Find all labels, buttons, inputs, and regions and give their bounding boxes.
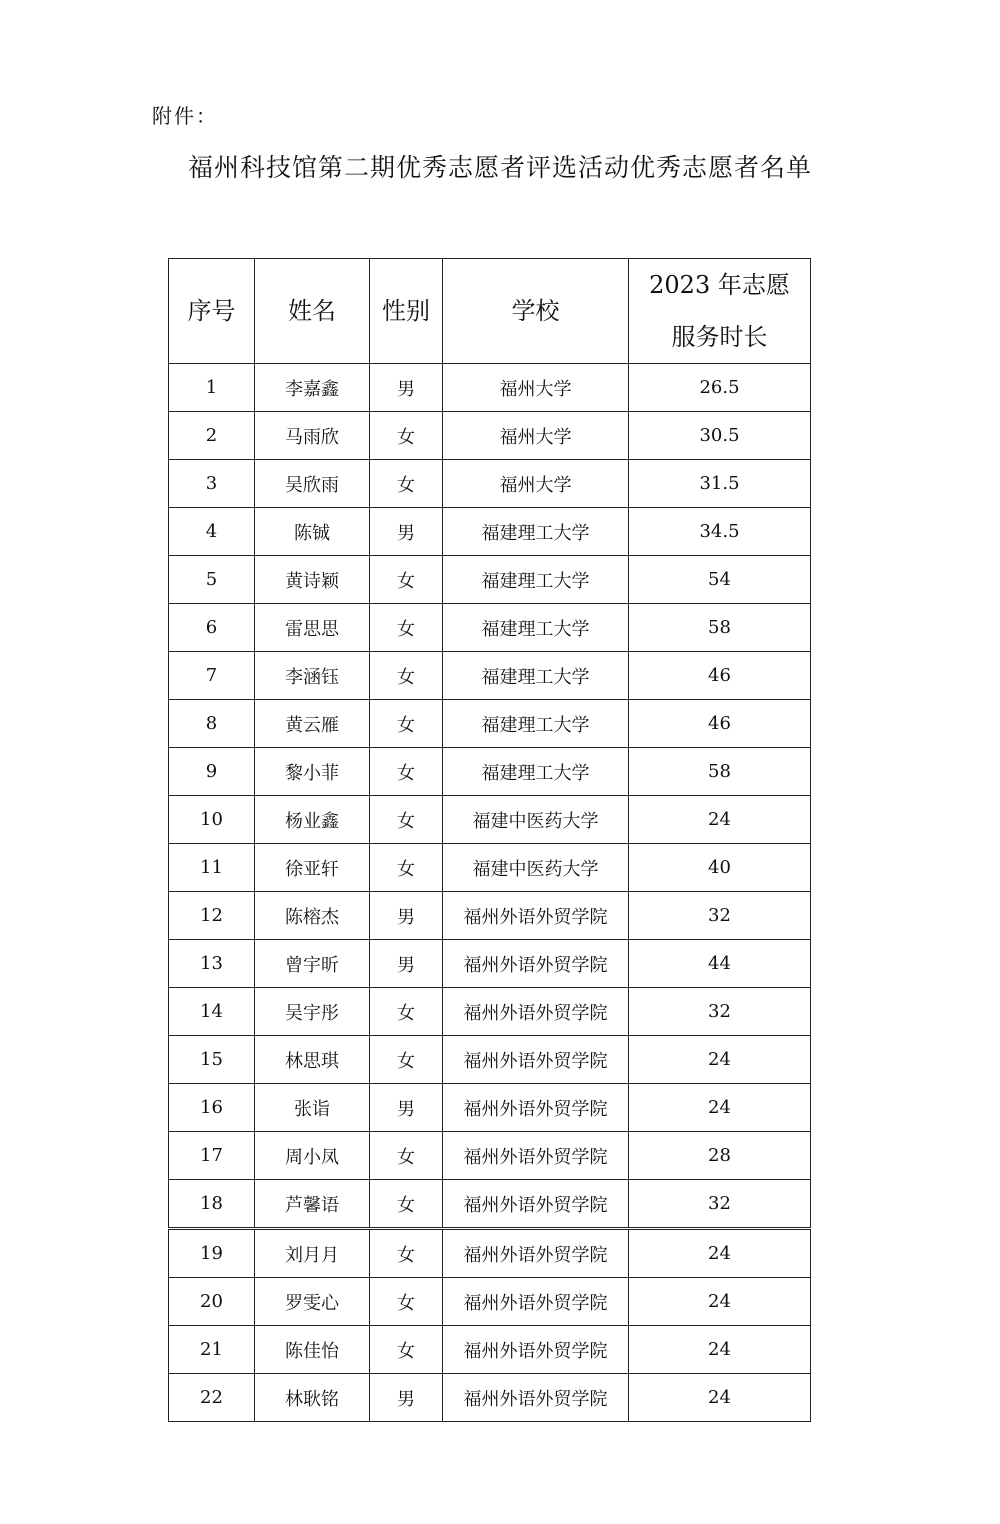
table-row bbox=[169, 364, 811, 412]
table-row bbox=[169, 700, 811, 748]
header-school: 学校 bbox=[443, 259, 629, 364]
cell-name: 陈榕杰 bbox=[255, 892, 370, 940]
cell-school: 福州外语外贸学院 bbox=[443, 1278, 629, 1326]
volunteer-table-continued bbox=[168, 1229, 811, 1422]
cell-name: 芦馨语 bbox=[255, 1180, 370, 1228]
cell-school: 福建理工大学 bbox=[443, 508, 629, 556]
cell-school: 福州外语外贸学院 bbox=[443, 988, 629, 1036]
cell-gender: 女 bbox=[370, 796, 443, 844]
cell-gender: 女 bbox=[370, 988, 443, 1036]
cell-gender: 女 bbox=[370, 748, 443, 796]
table-row bbox=[169, 892, 811, 940]
table-row bbox=[169, 748, 811, 796]
table-row bbox=[169, 1180, 811, 1228]
cell-hours: 34.5 bbox=[629, 508, 811, 556]
cell-school: 福州外语外贸学院 bbox=[443, 1326, 629, 1374]
cell-name: 吴欣雨 bbox=[255, 460, 370, 508]
cell-school: 福州外语外贸学院 bbox=[443, 1180, 629, 1228]
cell-name: 雷思思 bbox=[255, 604, 370, 652]
header-index: 序号 bbox=[169, 259, 255, 364]
cell-index: 2 bbox=[169, 412, 255, 460]
cell-school: 福建中医药大学 bbox=[443, 844, 629, 892]
cell-name: 黄诗颖 bbox=[255, 556, 370, 604]
cell-index: 10 bbox=[169, 796, 255, 844]
cell-gender: 男 bbox=[370, 892, 443, 940]
table-row bbox=[169, 844, 811, 892]
table-row bbox=[169, 604, 811, 652]
cell-hours: 24 bbox=[629, 1230, 811, 1278]
cell-gender: 女 bbox=[370, 1230, 443, 1278]
cell-index: 13 bbox=[169, 940, 255, 988]
cell-name: 曾宇昕 bbox=[255, 940, 370, 988]
cell-school: 福建中医药大学 bbox=[443, 796, 629, 844]
cell-index: 12 bbox=[169, 892, 255, 940]
cell-gender: 男 bbox=[370, 508, 443, 556]
cell-name: 杨业鑫 bbox=[255, 796, 370, 844]
cell-index: 6 bbox=[169, 604, 255, 652]
cell-name: 黎小菲 bbox=[255, 748, 370, 796]
table-header-row bbox=[169, 259, 811, 364]
cell-hours: 46 bbox=[629, 700, 811, 748]
cell-index: 11 bbox=[169, 844, 255, 892]
cell-index: 14 bbox=[169, 988, 255, 1036]
cell-hours: 32 bbox=[629, 1180, 811, 1228]
cell-school: 福州外语外贸学院 bbox=[443, 1084, 629, 1132]
cell-gender: 男 bbox=[370, 1374, 443, 1422]
cell-gender: 女 bbox=[370, 460, 443, 508]
cell-gender: 女 bbox=[370, 1326, 443, 1374]
table-row bbox=[169, 988, 811, 1036]
cell-gender: 女 bbox=[370, 700, 443, 748]
cell-gender: 女 bbox=[370, 1036, 443, 1084]
cell-school: 福建理工大学 bbox=[443, 652, 629, 700]
cell-school: 福建理工大学 bbox=[443, 700, 629, 748]
cell-gender: 女 bbox=[370, 1278, 443, 1326]
table-row bbox=[169, 1326, 811, 1374]
cell-gender: 女 bbox=[370, 556, 443, 604]
table-row bbox=[169, 796, 811, 844]
cell-school: 福州大学 bbox=[443, 460, 629, 508]
cell-index: 21 bbox=[169, 1326, 255, 1374]
cell-gender: 男 bbox=[370, 364, 443, 412]
cell-name: 马雨欣 bbox=[255, 412, 370, 460]
cell-name: 周小凤 bbox=[255, 1132, 370, 1180]
cell-gender: 女 bbox=[370, 604, 443, 652]
table-row bbox=[169, 412, 811, 460]
cell-name: 徐亚轩 bbox=[255, 844, 370, 892]
cell-gender: 女 bbox=[370, 1180, 443, 1228]
cell-index: 3 bbox=[169, 460, 255, 508]
cell-name: 吴宇彤 bbox=[255, 988, 370, 1036]
cell-school: 福州外语外贸学院 bbox=[443, 1036, 629, 1084]
header-gender: 性别 bbox=[370, 259, 443, 364]
cell-hours: 24 bbox=[629, 1326, 811, 1374]
volunteer-table bbox=[168, 258, 811, 1228]
cell-index: 4 bbox=[169, 508, 255, 556]
cell-hours: 54 bbox=[629, 556, 811, 604]
cell-hours: 24 bbox=[629, 796, 811, 844]
cell-school: 福州大学 bbox=[443, 364, 629, 412]
cell-index: 20 bbox=[169, 1278, 255, 1326]
cell-hours: 30.5 bbox=[629, 412, 811, 460]
cell-name: 林思琪 bbox=[255, 1036, 370, 1084]
cell-hours: 58 bbox=[629, 604, 811, 652]
cell-school: 福建理工大学 bbox=[443, 556, 629, 604]
cell-school: 福建理工大学 bbox=[443, 748, 629, 796]
cell-name: 陈铖 bbox=[255, 508, 370, 556]
table-row bbox=[169, 1374, 811, 1422]
cell-gender: 男 bbox=[370, 1084, 443, 1132]
cell-index: 7 bbox=[169, 652, 255, 700]
table-row bbox=[169, 556, 811, 604]
cell-hours: 28 bbox=[629, 1132, 811, 1180]
cell-hours: 46 bbox=[629, 652, 811, 700]
cell-hours: 32 bbox=[629, 892, 811, 940]
cell-school: 福州外语外贸学院 bbox=[443, 1230, 629, 1278]
cell-name: 罗雯心 bbox=[255, 1278, 370, 1326]
cell-index: 17 bbox=[169, 1132, 255, 1180]
cell-school: 福州大学 bbox=[443, 412, 629, 460]
cell-school: 福州外语外贸学院 bbox=[443, 1374, 629, 1422]
cell-gender: 女 bbox=[370, 1132, 443, 1180]
document-title: 福州科技馆第二期优秀志愿者评选活动优秀志愿者名单 bbox=[187, 153, 812, 182]
cell-index: 8 bbox=[169, 700, 255, 748]
header-hours bbox=[629, 259, 811, 364]
cell-hours: 40 bbox=[629, 844, 811, 892]
table-row bbox=[169, 1278, 811, 1326]
cell-hours: 32 bbox=[629, 988, 811, 1036]
cell-school: 福州外语外贸学院 bbox=[443, 940, 629, 988]
table-row bbox=[169, 1132, 811, 1180]
cell-hours: 58 bbox=[629, 748, 811, 796]
cell-hours: 31.5 bbox=[629, 460, 811, 508]
cell-index: 19 bbox=[169, 1230, 255, 1278]
cell-name: 黄云雁 bbox=[255, 700, 370, 748]
cell-name: 陈佳怡 bbox=[255, 1326, 370, 1374]
cell-gender: 男 bbox=[370, 940, 443, 988]
table-row bbox=[169, 460, 811, 508]
cell-name: 李涵钰 bbox=[255, 652, 370, 700]
cell-index: 18 bbox=[169, 1180, 255, 1228]
header-hours-line2: 服务时长 bbox=[671, 323, 768, 351]
header-hours-line1: 2023 年志愿 bbox=[649, 271, 790, 299]
cell-school: 福州外语外贸学院 bbox=[443, 892, 629, 940]
cell-hours: 24 bbox=[629, 1036, 811, 1084]
cell-school: 福州外语外贸学院 bbox=[443, 1132, 629, 1180]
cell-hours: 24 bbox=[629, 1278, 811, 1326]
cell-hours: 26.5 bbox=[629, 364, 811, 412]
cell-index: 16 bbox=[169, 1084, 255, 1132]
cell-index: 5 bbox=[169, 556, 255, 604]
cell-name: 刘月月 bbox=[255, 1230, 370, 1278]
attachment-label: 附件： bbox=[152, 104, 218, 128]
table-row bbox=[169, 508, 811, 556]
cell-school: 福建理工大学 bbox=[443, 604, 629, 652]
cell-index: 1 bbox=[169, 364, 255, 412]
table-row bbox=[169, 1036, 811, 1084]
header-name: 姓名 bbox=[255, 259, 370, 364]
cell-name: 李嘉鑫 bbox=[255, 364, 370, 412]
cell-name: 张诣 bbox=[255, 1084, 370, 1132]
table-row bbox=[169, 652, 811, 700]
cell-hours: 44 bbox=[629, 940, 811, 988]
table-row bbox=[169, 940, 811, 988]
cell-name: 林耿铭 bbox=[255, 1374, 370, 1422]
cell-gender: 女 bbox=[370, 412, 443, 460]
cell-hours: 24 bbox=[629, 1084, 811, 1132]
table-row bbox=[169, 1084, 811, 1132]
cell-index: 22 bbox=[169, 1374, 255, 1422]
cell-index: 9 bbox=[169, 748, 255, 796]
table-row bbox=[169, 1230, 811, 1278]
cell-hours: 24 bbox=[629, 1374, 811, 1422]
cell-index: 15 bbox=[169, 1036, 255, 1084]
cell-gender: 女 bbox=[370, 844, 443, 892]
cell-gender: 女 bbox=[370, 652, 443, 700]
